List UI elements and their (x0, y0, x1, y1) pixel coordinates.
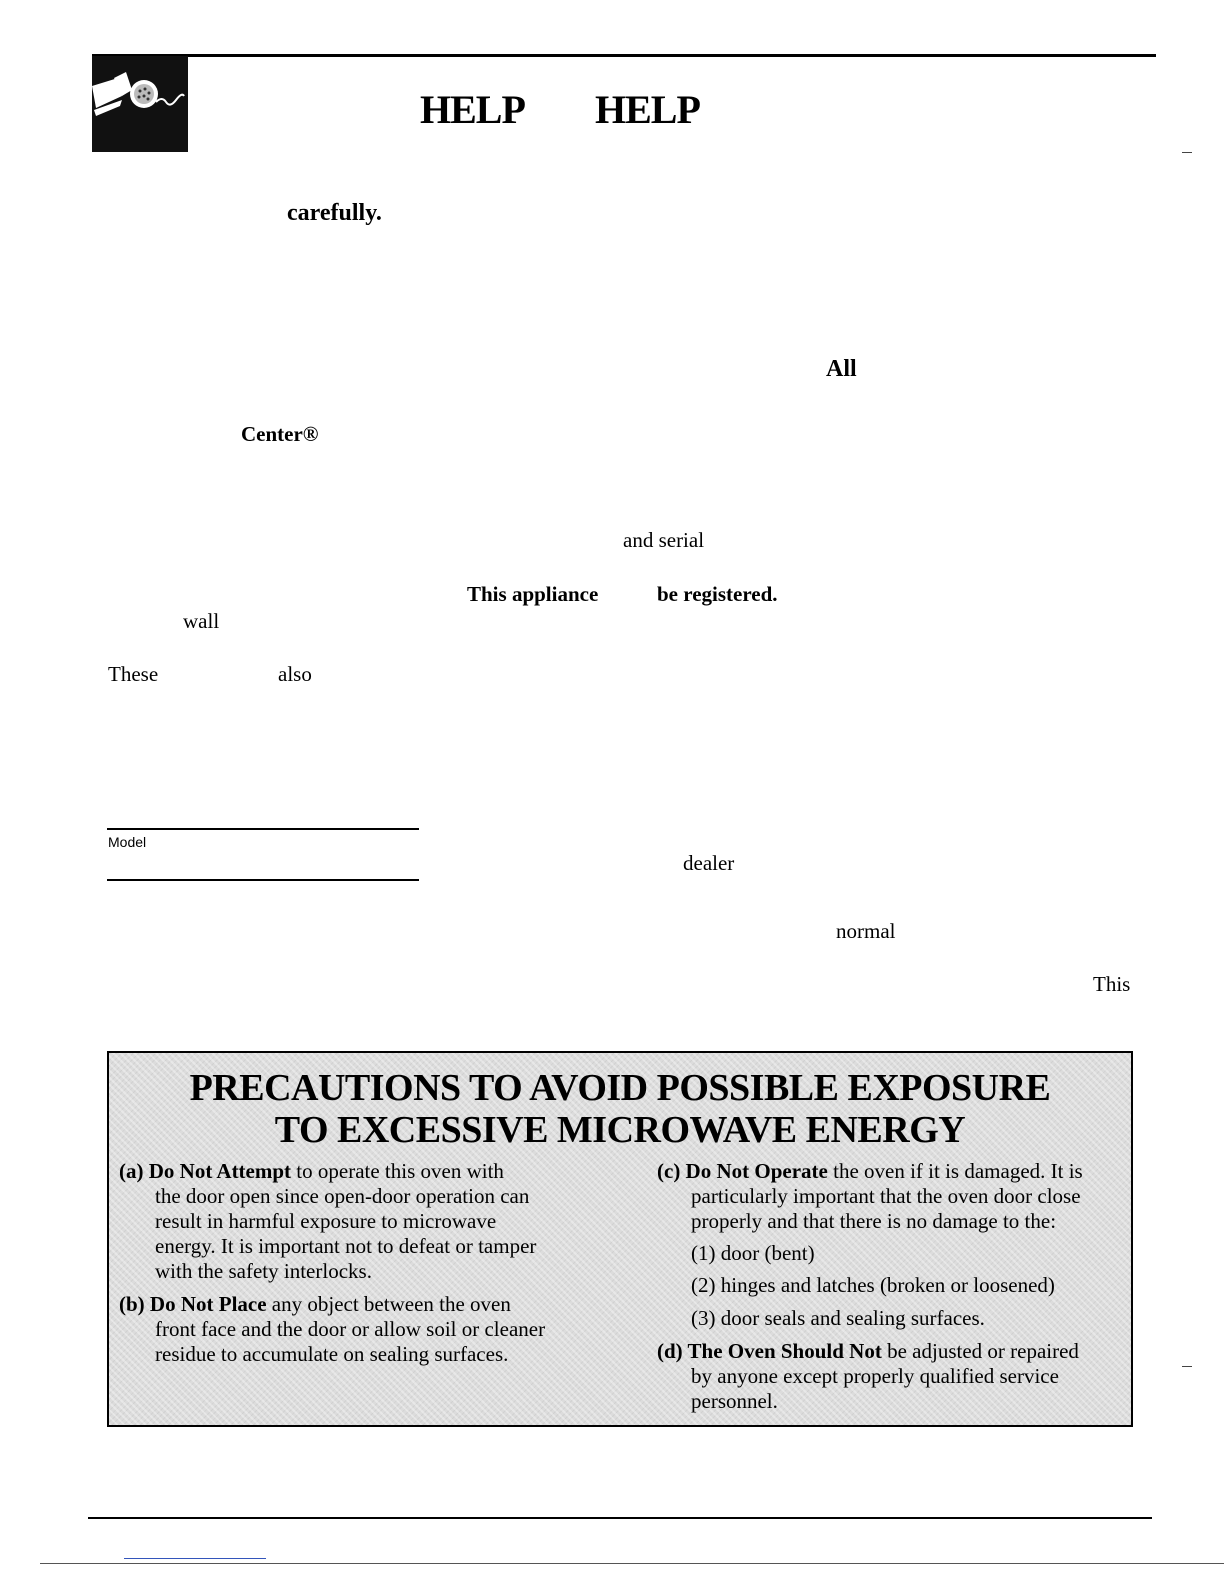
margin-tick (1182, 1366, 1192, 1367)
precaution-a (119, 1159, 589, 1284)
precaution-c-label: (c) Do Not Operate (657, 1159, 828, 1183)
precaution-b-label: (b) Do Not Place (119, 1292, 267, 1316)
precautions-title-line-2: TO EXCESSIVE MICROWAVE ENERGY (274, 1109, 966, 1151)
precaution-d (657, 1339, 1127, 1414)
text-and-serial: and serial (623, 528, 705, 552)
text-also: also (278, 662, 312, 686)
text-all: All (826, 356, 857, 382)
precaution-a-line: the door open since open-door operation can (155, 1184, 530, 1208)
footer-rule (40, 1563, 1224, 1564)
text-these: These (108, 662, 159, 686)
precautions-box (107, 1051, 1133, 1427)
precaution-c-sub-2: (2) hinges and latches (broken or loosened) (691, 1273, 1055, 1297)
text-dealer: dealer (683, 851, 735, 875)
precaution-d-line: personnel. (691, 1389, 778, 1413)
precaution-d-line: by anyone except properly qualified service (691, 1364, 1059, 1388)
model-label: Model (108, 834, 147, 850)
text-be-registered: be registered. (657, 582, 778, 606)
precaution-a-line: with the safety interlocks. (155, 1259, 372, 1283)
header-icon-box (92, 56, 188, 152)
top-rule (92, 54, 1156, 57)
text-this-appliance: This appliance (467, 582, 599, 606)
heading-help-1: HELP (420, 87, 525, 132)
text-wall: wall (183, 609, 220, 633)
serial-number-line (107, 879, 419, 881)
precaution-d-label: (d) The Oven Should Not (657, 1339, 882, 1363)
bottom-rule (88, 1517, 1152, 1519)
precautions-title-line-1: PRECAUTIONS TO AVOID POSSIBLE EXPOSURE (189, 1067, 1051, 1109)
text-center: Center® (241, 422, 319, 446)
text-this: This (1093, 972, 1131, 996)
telephone-icon (92, 56, 188, 152)
precaution-a-line: energy. It is important not to defeat or tamper (155, 1234, 537, 1258)
text-carefully: carefully. (287, 200, 382, 226)
model-number-line (107, 828, 419, 830)
heading-help-2: HELP (595, 87, 700, 132)
footer-link-underline (124, 1558, 266, 1559)
precaution-b (119, 1292, 599, 1367)
precaution-a-line: result in harmful exposure to microwave (155, 1209, 497, 1233)
text-normal: normal (836, 919, 896, 943)
precaution-c (657, 1159, 1127, 1234)
precaution-c-sub-3: (3) door seals and sealing surfaces. (691, 1306, 985, 1330)
precaution-c-line: properly and that there is no damage to the: (691, 1209, 1057, 1233)
precaution-a-text: to operate this oven with (291, 1159, 504, 1183)
precaution-c-sub-1: (1) door (bent) (691, 1241, 815, 1265)
margin-tick (1182, 152, 1192, 153)
precaution-d-text: be adjusted or repaired (881, 1339, 1079, 1363)
precaution-b-line: front face and the door or allow soil or cleaner (155, 1317, 546, 1341)
precaution-b-text: any object between the oven (266, 1292, 511, 1316)
precaution-a-label: (a) Do Not Attempt (119, 1159, 292, 1183)
precaution-c-text: the oven if it is damaged. It is (827, 1159, 1083, 1183)
precaution-c-line: particularly important that the oven door close (691, 1184, 1081, 1208)
precaution-b-line: residue to accumulate on sealing surfaces. (155, 1342, 509, 1366)
